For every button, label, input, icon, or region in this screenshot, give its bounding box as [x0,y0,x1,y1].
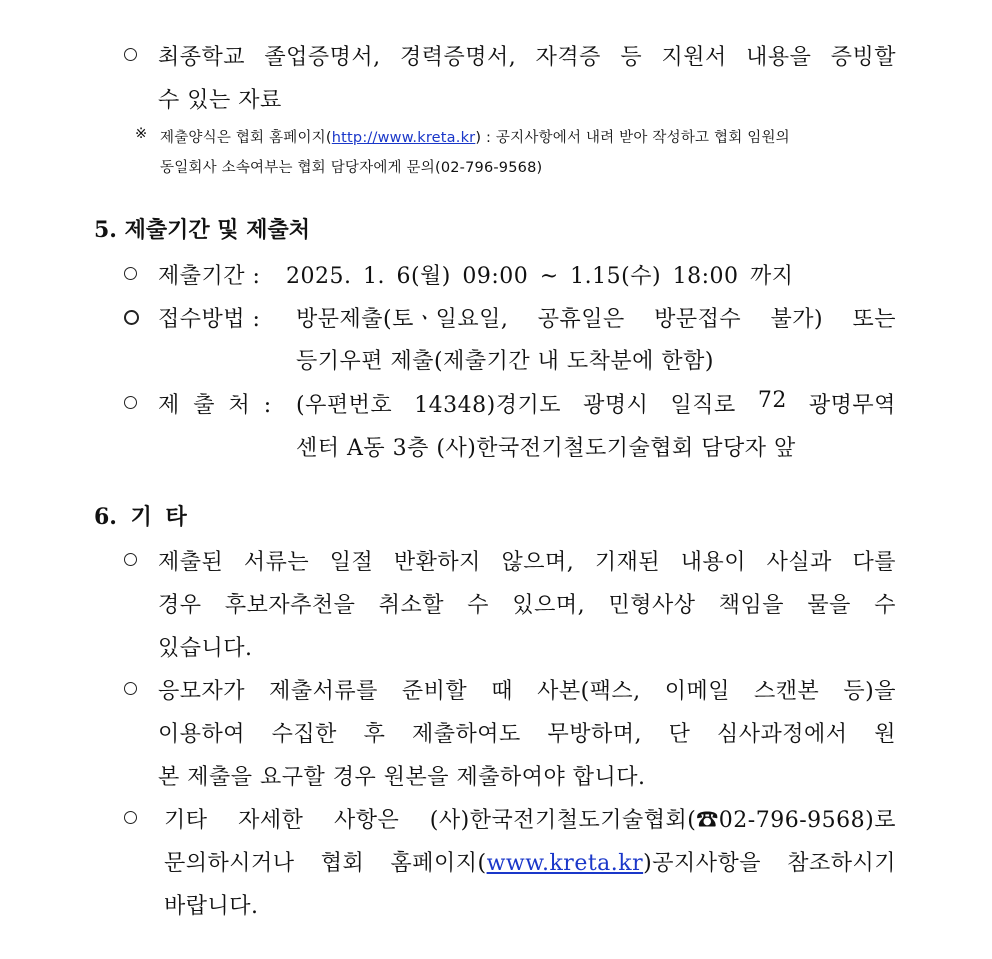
word: 무방하며, [547,722,642,747]
note-line2: 동일회사 소속여부는 협회 담당자에게 문의(02-796-9568) [160,160,543,176]
word: 문의하시거나 [164,851,295,876]
word: 제출서류를 [269,679,378,704]
bullet-circle-icon [124,682,137,695]
evidence-item-line1 [158,40,896,71]
section-5-heading: 5. 제출기간 및 제출처 [94,217,310,243]
word: 않으며, [501,550,575,575]
word: 일직로 [670,393,736,418]
other-item3-line3: 바랍니다. [164,894,259,919]
evidence-item-line2: 수 있는 자료 [158,88,282,113]
word: 심사과정에서 [717,722,848,747]
word: 자격증 [535,45,601,70]
word: 최종학교 [158,45,246,70]
kreta-link[interactable]: http://www.kreta.kr [331,130,476,146]
word: )공지사항을 [643,851,761,876]
word: 방문제출(토ㆍ일요일, [296,307,509,332]
word: 내용이 [680,550,746,575]
other-item1-line1 [158,545,896,576]
word: 또는 [852,307,896,332]
word: 이메일 [664,679,730,704]
word: 스캔본 [754,679,820,704]
other-item2-line2 [158,717,896,748]
word: 참조하시기 [787,851,896,876]
word: 준비할 [401,679,468,704]
word: 단 [668,722,691,747]
word: 원 [874,722,896,747]
word: 광명시 [583,393,649,418]
note-line1 [160,126,896,147]
other-item2-line3: 본 제출을 요구할 경우 원본을 제출하여야 합니다. [158,765,646,790]
word: 기재된 [594,550,661,575]
method-line1 [296,302,896,333]
word: 후보자추천을 [224,593,356,618]
word: 자세한 [238,808,304,833]
word: 사본(팩스, [537,679,641,704]
word: 경력증명서, [400,45,517,70]
word: 지원서 [661,45,727,70]
word: 수 [467,593,490,618]
word: 등)을 [843,679,896,704]
word: 사실과 [766,550,832,575]
note-text: 제출양식은 협회 홈페이지( [160,130,332,146]
bullet-circle-icon [124,310,139,325]
word: 72 [757,388,787,413]
word: 방문접수 [654,307,742,332]
word: 책임을 [718,593,785,618]
bullet-circle-icon [124,48,137,61]
word: 응모자가 [158,679,246,704]
word: 때 [491,679,513,704]
word: 내용을 [746,45,812,70]
word: 취소할 [378,593,444,618]
word: 기타 [164,808,208,833]
kreta-homepage-link[interactable]: www.kreta.kr [486,851,644,876]
word: 졸업증명서, [264,45,381,70]
word: (사)한국전기철도기술협회(☎02-796-9568)로 [429,808,896,833]
bullet-circle-icon [124,811,137,824]
place-line1 [296,388,896,419]
word: 있으며, [512,593,586,618]
word: 후 [363,722,386,747]
homepage-word [391,846,761,877]
other-item3-line1 [164,803,896,834]
place-label: 제 출 처 : [158,393,272,418]
word: 증빙할 [830,45,896,70]
word: 14348)경기도 [414,393,562,418]
method-label: 접수방법 : [158,307,261,332]
word: 협회 [320,851,365,876]
word: 제출하여도 [412,722,521,747]
word: 광명무역 [808,393,896,418]
bullet-circle-icon [124,553,137,566]
place-line2: 센터 A동 3층 (사)한국전기철도기술협회 담당자 앞 [296,436,796,461]
word: 이용하여 [158,722,246,747]
bullet-circle-icon [124,267,137,280]
word: 공휴일은 [537,307,625,332]
word: 불가) [770,307,824,332]
word: 등 [620,45,643,70]
note-text: ) : 공지사항에서 내려 받아 작성하고 협회 임원의 [475,130,790,146]
bullet-circle-icon [124,396,137,409]
period-value: 2025. 1. 6(월) 09:00 ~ 1.15(수) 18:00 까지 [286,264,794,289]
homepage-text: 홈페이지( [390,851,487,876]
word: (우편번호 [296,393,393,418]
word: 물을 [807,593,851,618]
method-line2: 등기우편 제출(제출기간 내 도착분에 한함) [296,349,714,374]
note-mark: ※ [135,126,148,142]
other-item1-line2 [158,588,896,619]
word: 제출된 [158,550,224,575]
word: 사항은 [333,808,400,833]
word: 민형사상 [608,593,696,618]
word: 서류는 [243,550,310,575]
period-label: 제출기간 : [158,264,261,289]
word: 수 [874,593,896,618]
other-item2-line1 [158,674,896,705]
other-item1-line3: 있습니다. [158,636,253,661]
section-6-heading: 6. 기 타 [94,504,187,530]
word: 다를 [852,550,896,575]
word: 반환하지 [393,550,481,575]
word: 경우 [158,593,202,618]
word: 일절 [329,550,374,575]
word: 수집한 [271,722,337,747]
other-item3-line2 [164,846,896,877]
